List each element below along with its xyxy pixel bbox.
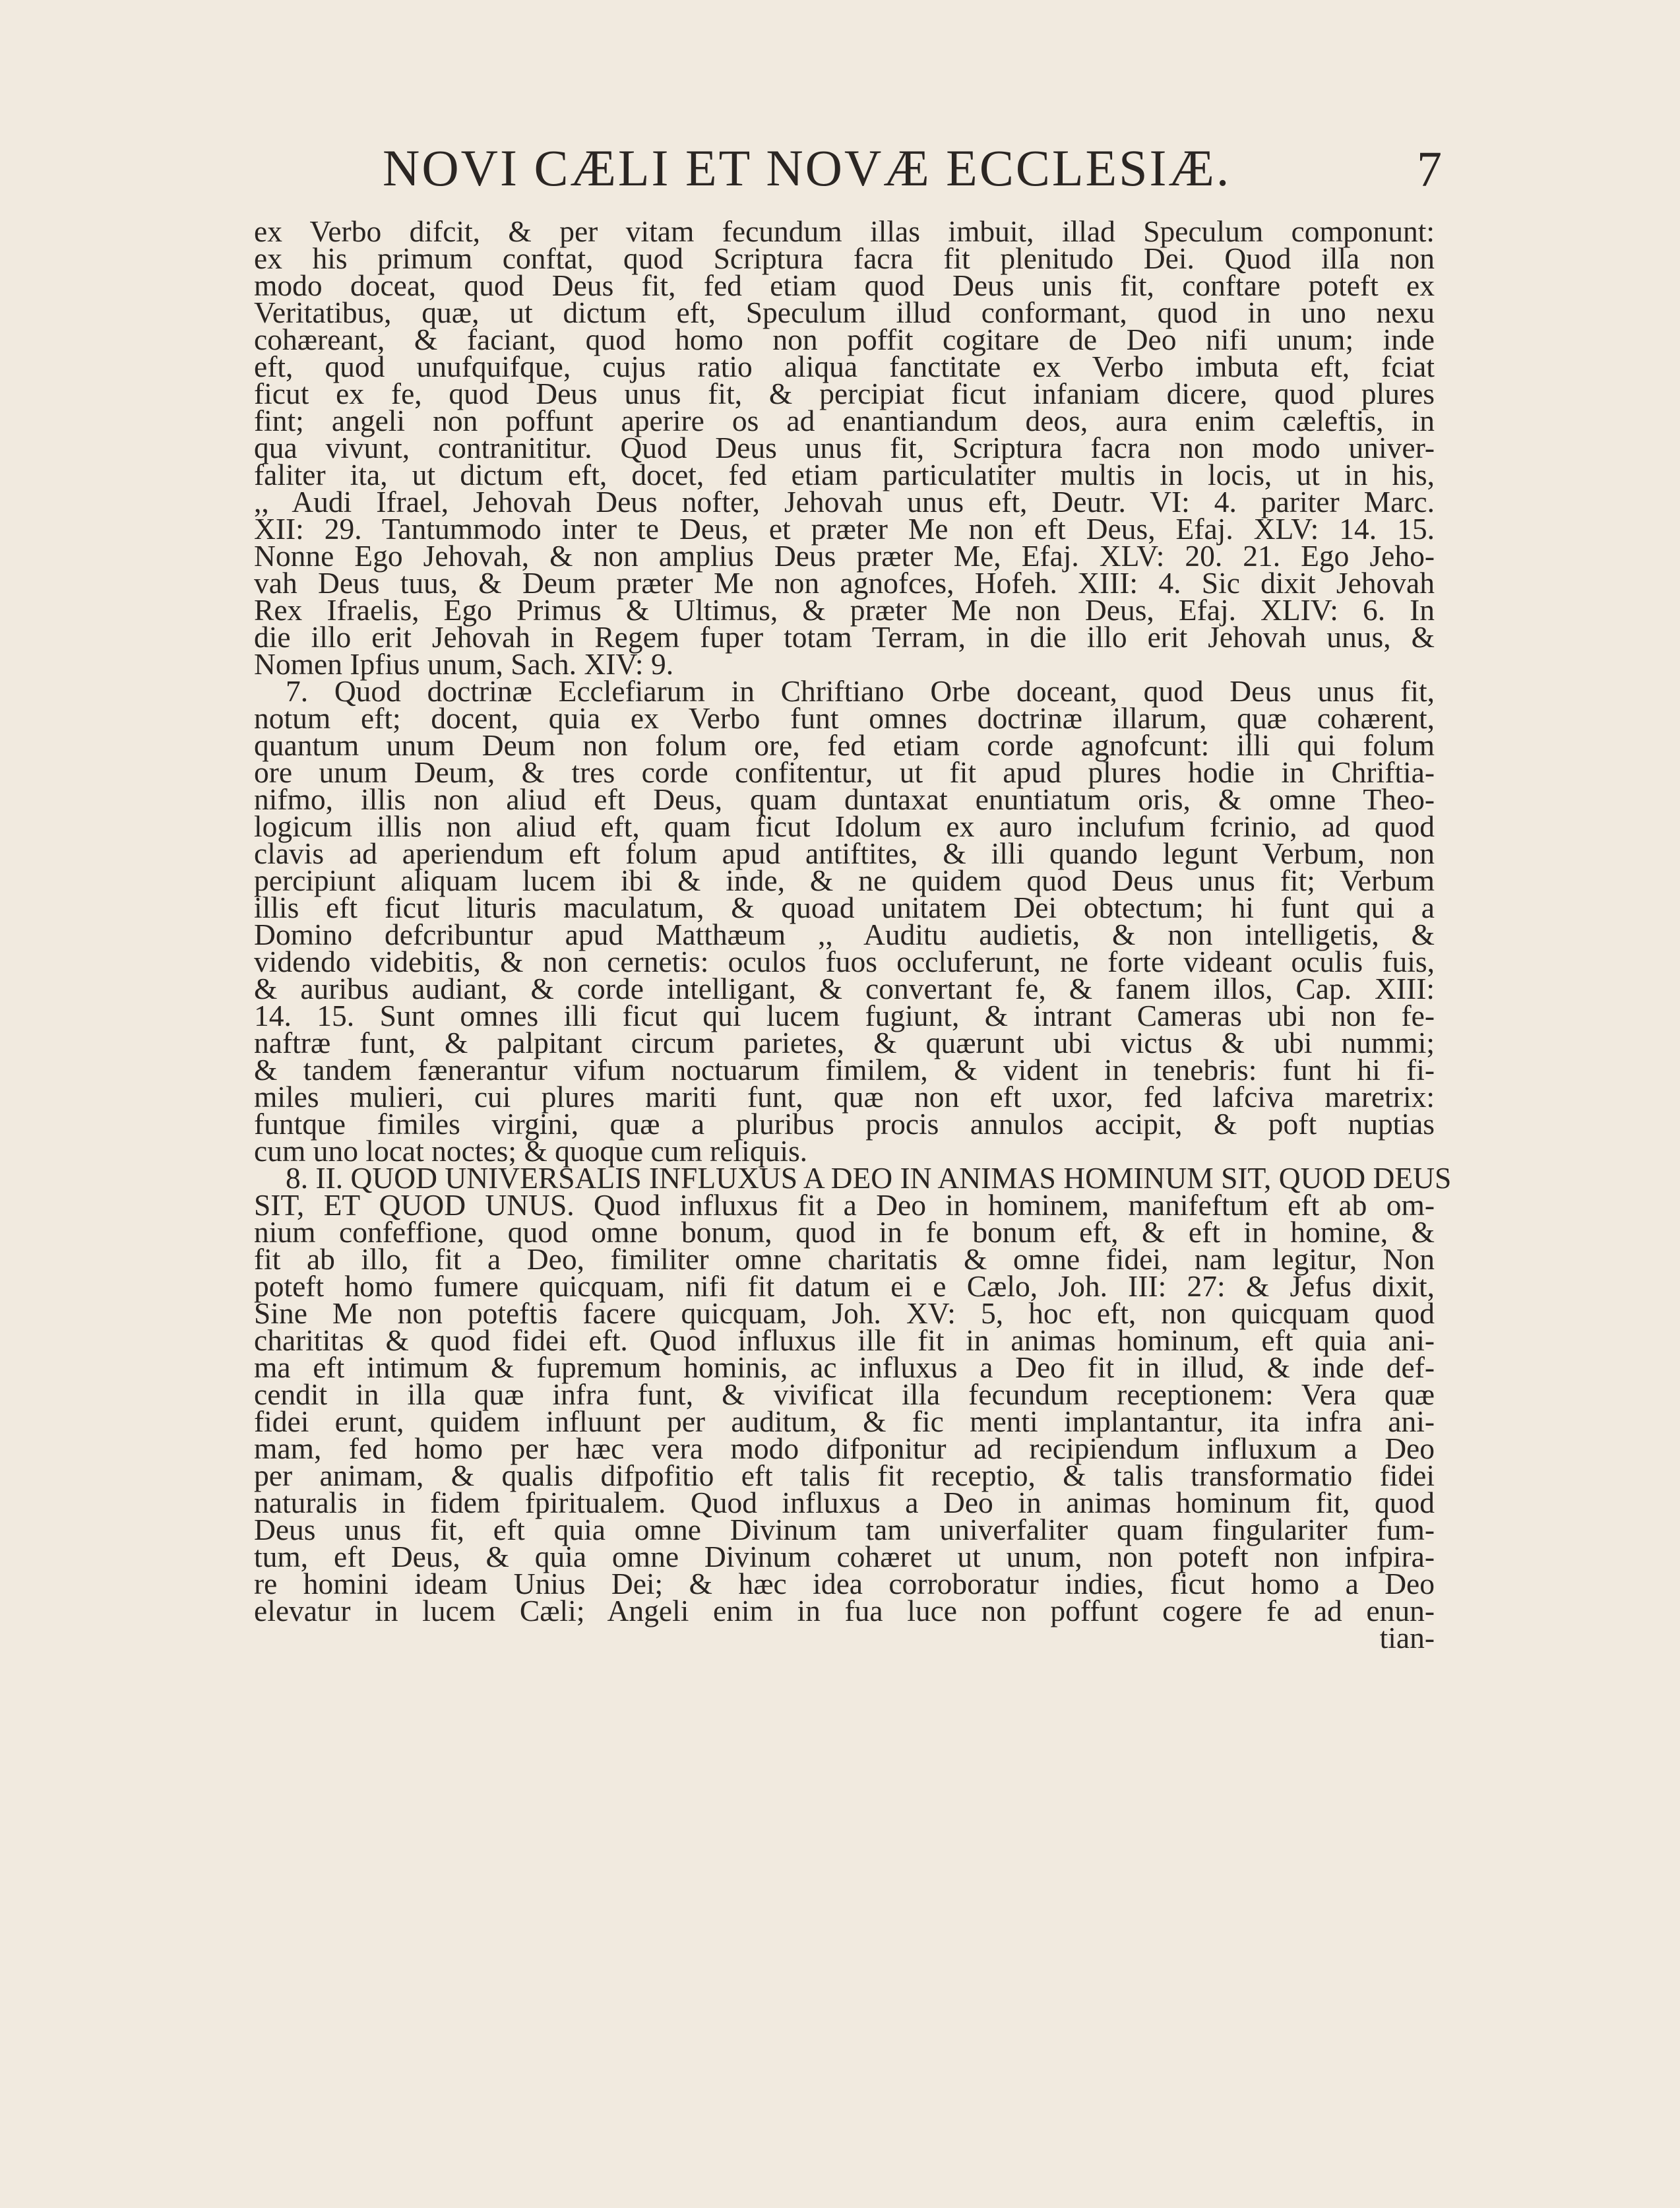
text-line: notum eft; docent, quia ex Verbo funt omnes doctrinæ illarum, quæ cohærent, [254, 701, 1435, 735]
text-line: Rex Ifraelis, Ego Primus & Ultimus, & præter Me non Deus, Efaj. XLIV: 6. In [254, 593, 1435, 627]
text-line: Nonne Ego Jehovah, & non amplius Deus præter Me, Efaj. XLV: 20. 21. Ego Jeho- [254, 539, 1435, 573]
body-text [254, 214, 1452, 1655]
text-line: nium confeffione, quod omne bonum, quod in fe bonum eft, & eft in homine, & [254, 1215, 1435, 1249]
text-line: re homini ideam Unius Dei; & hæc idea corroboratur indies, ficut homo a Deo [254, 1567, 1435, 1600]
text-line: illis eft ficut lituris maculatum, & quoad unitatem Dei obtectum; hi funt qui a [254, 891, 1435, 924]
text-line: ex his primum conftat, quod Scriptura facra fit plenitudo Dei. Quod illa non [254, 241, 1435, 275]
text-line: charititas & quod fidei eft. Quod influxus ille fit in animas hominum, eft quia ani- [254, 1323, 1435, 1357]
text-line: tian- [1379, 1621, 1435, 1655]
text-line: modo doceat, quod Deus fit, fed etiam quod Deus unis fit, conftare poteft ex [254, 268, 1435, 302]
text-line: tum, eft Deus, & quia omne Divinum cohæret ut unum, non poteft non infpira- [254, 1540, 1435, 1573]
text-line: videndo videbitis, & non cernetis: oculos fuos occluferunt, ne forte videant oculis fuis, [254, 945, 1435, 978]
text-line: miles mulieri, cui plures mariti funt, quæ non eft uxor, fed lafciva maretrix: [254, 1080, 1435, 1114]
text-line: fit ab illo, fit a Deo, fimiliter omne charitatis & omne fidei, nam legitur, Non [254, 1242, 1435, 1276]
text-line: Sine Me non poteftis facere quicquam, Joh. XV: 5, hoc eft, non quicquam quod [254, 1296, 1435, 1330]
text-line: poteft homo fumere quicquam, nifi fit datum ei e Cælo, Joh. III: 27: & Jefus dixit, [254, 1269, 1435, 1303]
text-line: nifmo, illis non aliud eft Deus, quam duntaxat enuntiatum oris, & omne Theo- [254, 782, 1435, 816]
text-line: Deus unus fit, eft quia omne Divinum tam univerfaliter quam fingulariter fum- [254, 1513, 1435, 1546]
text-line: naturalis in fidem fpiritualem. Quod influxus a Deo in animas hominum fit, quod [254, 1486, 1435, 1519]
text-line: percipiunt aliquam lucem ibi & inde, & ne quidem quod Deus unus fit; Verbum [254, 864, 1435, 897]
text-line: cendit in illa quæ infra funt, & vivificat illa fecundum receptionem: Vera quæ [254, 1377, 1435, 1411]
text-line: Veritatibus, quæ, ut dictum eft, Speculum illud conformant, quod in uno nexu [254, 296, 1435, 329]
text-line: Domino defcribuntur apud Matthæum ,, Auditu audietis, & non intelligetis, & [254, 918, 1435, 951]
text-line: faliter ita, ut dictum eft, docet, fed etiam particulatiter multis in locis, ut in his, [254, 458, 1435, 491]
text-line: ma eft intimum & fupremum hominis, ac influxus a Deo fit in illud, & inde def- [254, 1350, 1435, 1384]
text-line: fidei erunt, quidem influunt per auditum, & fic menti implantantur, ita infra ani- [254, 1404, 1435, 1438]
text-line: mam, fed homo per hæc vera modo difponitur ad recipiendum influxum a Deo [254, 1432, 1435, 1465]
text-line: die illo erit Jehovah in Regem fuper totam Terram, in die illo erit Jehovah unus, & [254, 620, 1435, 654]
text-line: quantum unum Deum non folum ore, fed etiam corde agnofcunt: illi qui folum [254, 728, 1435, 762]
text-line: fint; angeli non poffunt aperire os ad enantiandum deos, aura enim cæleftis, in [254, 404, 1435, 437]
text-line: SIT, ET QUOD UNUS. Quod influxus fit a Deo in hominem, manifeftum eft ab om- [254, 1188, 1435, 1222]
text-line: 8. II. QUOD UNIVERSALIS INFLUXUS A DEO IN ANIMAS HOMINUM SIT, QUOD DEUS [286, 1161, 1452, 1195]
text-line: ore unum Deum, & tres corde confitentur, ut fit apud plures hodie in Chriftia- [254, 755, 1435, 789]
running-header: NOVI CÆLI ET NOVÆ ECCLESIÆ. [383, 139, 1231, 197]
text-line: eft, quod unufquifque, cujus ratio aliqua fanctitate ex Verbo imbuta eft, fciat [254, 350, 1435, 383]
text-line: naftræ funt, & palpitant circum parietes, & quærunt ubi victus & ubi nummi; [254, 1026, 1435, 1059]
text-line: vah Deus tuus, & Deum præter Me non agnofces, Hofeh. XIII: 4. Sic dixit Jehovah [254, 566, 1435, 600]
text-line: & tandem fænerantur vifum noctuarum fimilem, & vident in tenebris: funt hi fi- [254, 1053, 1435, 1087]
text-line: 7. Quod doctrinæ Ecclefiarum in Chriftiano Orbe doceant, quod Deus unus fit, [286, 674, 1435, 708]
text-line: ex Verbo difcit, & per vitam fecundum illas imbuit, illad Speculum componunt: [254, 214, 1435, 248]
text-line: ficut ex fe, quod Deus unus fit, & percipiat ficut infaniam dicere, quod plures [254, 377, 1435, 410]
text-line: cohæreant, & faciant, quod homo non poffit cogitare de Deo nifi unum; inde [254, 323, 1435, 356]
text-line: logicum illis non aliud eft, quam ficut Idolum ex auro inclufum fcrinio, ad quod [254, 809, 1435, 843]
text-line: & auribus audiant, & corde intelligant, & convertant fe, & fanem illos, Cap. XIII: [254, 972, 1435, 1005]
text-line: 14. 15. Sunt omnes illi ficut qui lucem fugiunt, & intrant Cameras ubi non fe- [254, 999, 1435, 1032]
text-line: Nomen Ipfius unum, Sach. XIV: 9. [254, 647, 674, 681]
text-line: per animam, & qualis difpofitio eft talis fit receptio, & talis transformatio fidei [254, 1459, 1435, 1492]
text-line: funtque fimiles virgini, quæ a pluribus procis annulos accipit, & poft nuptias [254, 1107, 1435, 1141]
text-line: elevatur in lucem Cæli; Angeli enim in fua luce non poffunt cogere fe ad enun- [254, 1594, 1435, 1627]
text-line: cum uno locat noctes; & quoque cum reliquis. [254, 1134, 808, 1168]
text-line: qua vivunt, contranititur. Quod Deus unus fit, Scriptura facra non modo univer- [254, 431, 1435, 464]
text-line: XII: 29. Tantummodo inter te Deus, et præter Me non eft Deus, Efaj. XLV: 14. 15. [254, 512, 1435, 546]
page-number: 7 [1417, 142, 1442, 197]
text-line: ,, Audi Ifrael, Jehovah Deus nofter, Jehovah unus eft, Deutr. VI: 4. pariter Marc. [254, 485, 1435, 519]
text-line: clavis ad aperiendum eft folum apud antiftites, & illi quando legunt Verbum, non [254, 836, 1435, 870]
